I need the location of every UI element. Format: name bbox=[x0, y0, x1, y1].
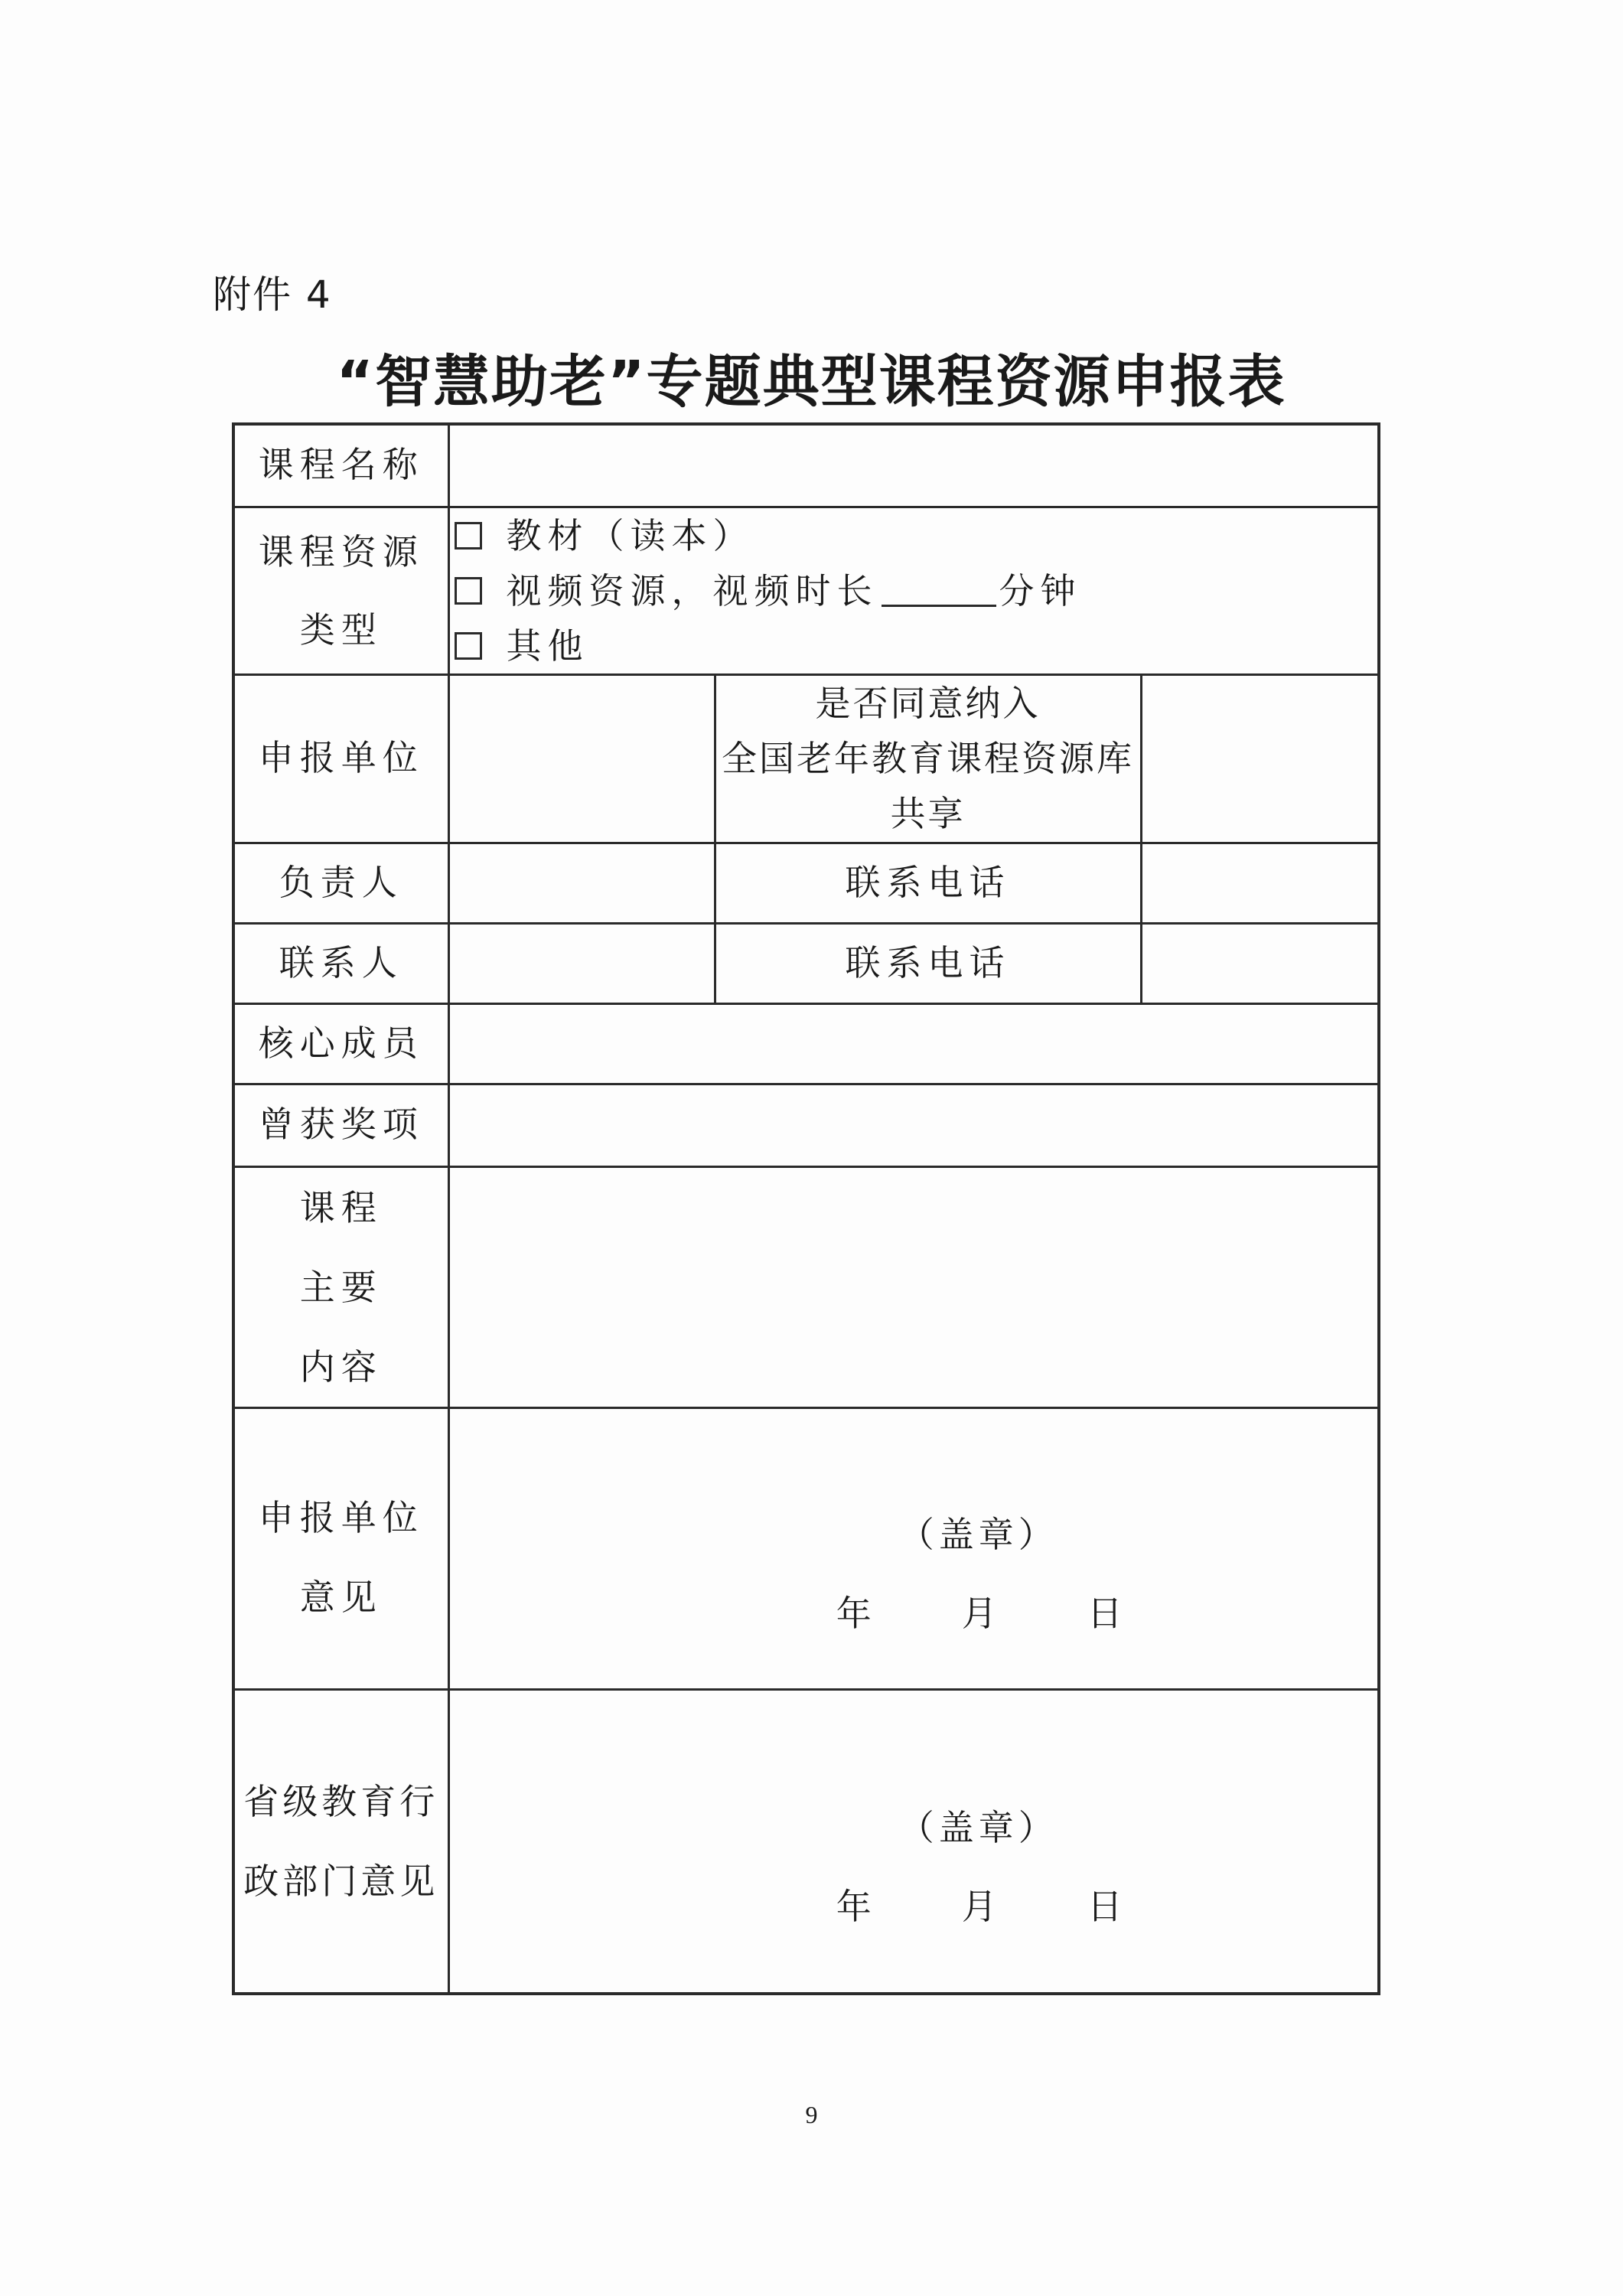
content-field[interactable] bbox=[448, 1166, 1379, 1407]
unit-date-month: 月 bbox=[961, 1593, 1003, 1635]
option-other[interactable] bbox=[455, 618, 1378, 673]
course-name-field[interactable] bbox=[448, 424, 1379, 507]
video-checkbox[interactable] bbox=[455, 577, 482, 605]
province-date-day: 日 bbox=[1087, 1886, 1129, 1928]
leader-phone-label: 联系电话 bbox=[715, 843, 1141, 923]
video-duration-field[interactable] bbox=[882, 574, 996, 607]
row-leader bbox=[233, 843, 1379, 923]
contact-phone-field[interactable] bbox=[1141, 923, 1379, 1003]
leader-field[interactable] bbox=[448, 843, 715, 923]
row-members bbox=[233, 1003, 1379, 1084]
unit-field[interactable] bbox=[448, 674, 715, 843]
province-date-line bbox=[588, 1884, 1378, 1930]
leader-label: 负责人 bbox=[233, 843, 448, 923]
textbook-checkbox[interactable] bbox=[455, 522, 482, 550]
row-unit bbox=[233, 674, 1379, 843]
province-opinion-field[interactable] bbox=[448, 1689, 1379, 1994]
unit-date-line bbox=[588, 1591, 1378, 1637]
option-textbook[interactable] bbox=[455, 508, 1378, 563]
resource-type-options bbox=[448, 507, 1379, 674]
content-label: 课程 主要 内容 bbox=[233, 1166, 448, 1407]
row-content bbox=[233, 1166, 1379, 1407]
members-label: 核心成员 bbox=[233, 1003, 448, 1084]
course-name-label: 课程名称 bbox=[233, 424, 448, 507]
other-checkbox[interactable] bbox=[455, 632, 482, 660]
province-date-year: 年 bbox=[836, 1886, 878, 1928]
unit-date-year: 年 bbox=[836, 1593, 878, 1635]
textbook-label: 教材（读本） bbox=[506, 514, 754, 556]
unit-opinion-label: 申报单位 意见 bbox=[233, 1407, 448, 1689]
leader-phone-field[interactable] bbox=[1141, 843, 1379, 923]
video-unit: 分钟 bbox=[999, 569, 1082, 612]
row-course-name bbox=[233, 424, 1379, 507]
province-opinion-label: 省级教育行 政部门意见 bbox=[233, 1689, 448, 1994]
share-answer-field[interactable] bbox=[1141, 674, 1379, 843]
other-label: 其他 bbox=[506, 625, 589, 667]
unit-date-day: 日 bbox=[1087, 1593, 1129, 1635]
row-unit-opinion bbox=[233, 1407, 1379, 1689]
share-question: 是否同意纳入 全国老年教育课程资源库 共享 bbox=[715, 674, 1141, 843]
unit-seal-text: （盖章） bbox=[898, 1513, 1058, 1555]
contact-field[interactable] bbox=[448, 923, 715, 1003]
members-field[interactable] bbox=[448, 1003, 1379, 1084]
page-number: 9 bbox=[805, 2101, 818, 2128]
province-seal-text: （盖章） bbox=[898, 1806, 1058, 1848]
unit-opinion-field[interactable] bbox=[448, 1407, 1379, 1689]
contact-label: 联系人 bbox=[233, 923, 448, 1003]
row-awards bbox=[233, 1084, 1379, 1166]
document-title: “智慧助老”专题典型课程资源申报表 bbox=[336, 349, 1286, 415]
option-video[interactable] bbox=[455, 563, 1378, 618]
contact-phone-label: 联系电话 bbox=[715, 923, 1141, 1003]
province-date-month: 月 bbox=[961, 1886, 1003, 1928]
row-province-opinion bbox=[233, 1689, 1379, 1994]
row-resource-type bbox=[233, 507, 1379, 674]
video-label: 视频资源，视频时长 bbox=[506, 569, 878, 612]
application-form bbox=[232, 422, 1380, 1995]
row-contact bbox=[233, 923, 1379, 1003]
resource-type-label: 课程资源 类型 bbox=[233, 507, 448, 674]
unit-label: 申报单位 bbox=[233, 674, 448, 843]
awards-field[interactable] bbox=[448, 1084, 1379, 1166]
attachment-label: 附件 4 bbox=[213, 272, 332, 317]
awards-label: 曾获奖项 bbox=[233, 1084, 448, 1166]
